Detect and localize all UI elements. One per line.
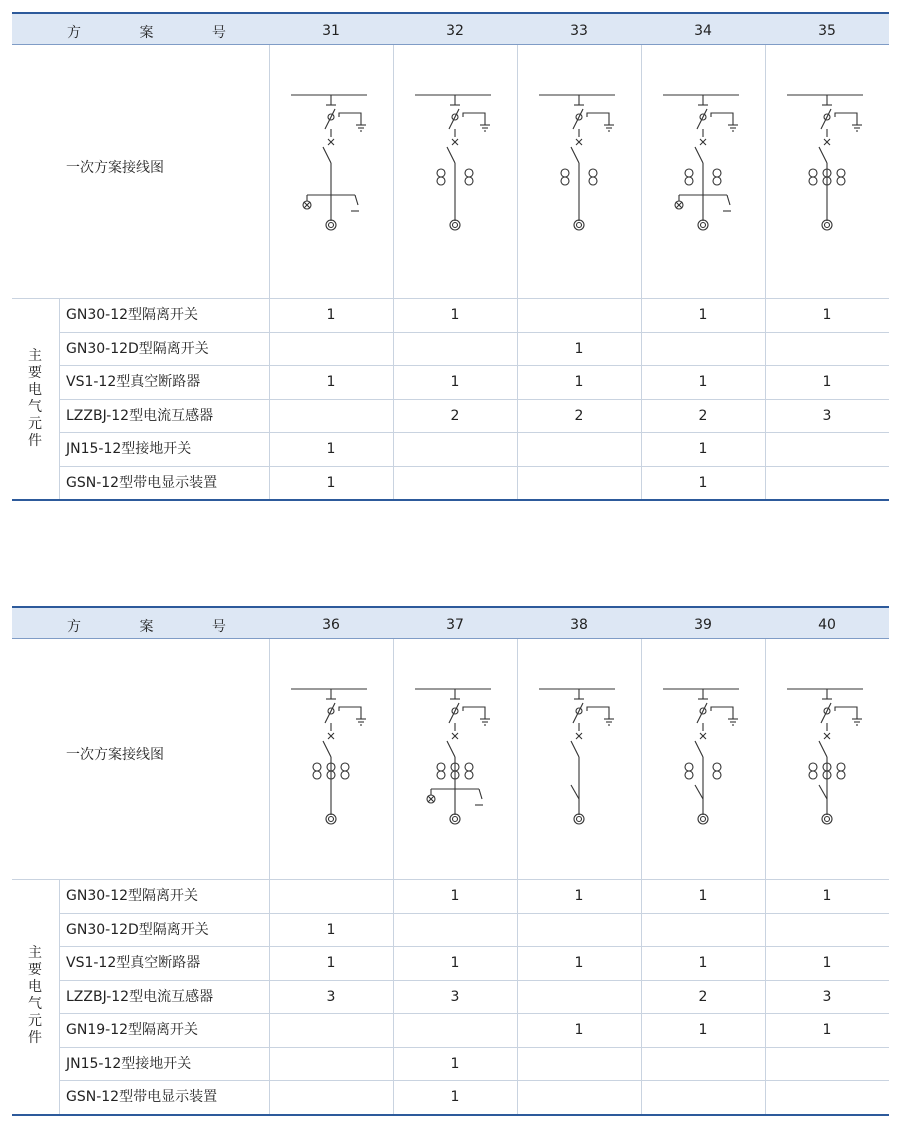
ct-coil-upper	[465, 763, 473, 771]
ct-coil-lower	[685, 177, 693, 185]
scheme-number: 35	[818, 23, 836, 39]
cable-terminal-inner	[453, 817, 458, 822]
wiring-diagram	[539, 87, 619, 237]
component-quantity: 1	[450, 1055, 460, 1072]
diagram-row-divider	[12, 879, 889, 880]
cable-terminal-outer	[574, 220, 584, 230]
component-quantity: 1	[574, 340, 584, 357]
row-divider	[59, 332, 889, 333]
group-label-char: 电	[28, 979, 42, 996]
group-label-char: 气	[28, 398, 42, 415]
ct-coil-lower	[313, 771, 321, 779]
cable-terminal-outer	[698, 814, 708, 824]
row-divider	[59, 1080, 889, 1081]
component-quantity: 1	[698, 441, 708, 457]
ct-coil-lower	[465, 177, 473, 185]
column-divider	[393, 639, 394, 1114]
component-quantity: 1	[326, 374, 336, 390]
column-divider	[269, 639, 270, 1114]
component-name: JN15-12型接地开关	[66, 1055, 192, 1072]
breaker-blade	[571, 741, 579, 757]
ct-coil-upper	[465, 169, 473, 177]
group-label-char: 元	[28, 1013, 42, 1030]
diagram-row-label: 一次方案接线图	[66, 159, 164, 176]
component-name: VS1-12型真空断路器	[66, 374, 201, 390]
interlock-line	[711, 707, 733, 719]
group-label-char: 气	[28, 996, 42, 1013]
cable-terminal-outer	[326, 220, 336, 230]
wiring-diagram	[291, 87, 371, 237]
wiring-diagram	[291, 681, 371, 831]
ct-coil-upper	[685, 169, 693, 177]
breaker-blade	[323, 741, 331, 757]
component-quantity: 2	[698, 988, 708, 1005]
interlock-line	[587, 707, 609, 719]
component-name: VS1-12型真空断路器	[66, 955, 201, 971]
scheme-number: 40	[818, 617, 836, 633]
component-quantity: 1	[698, 307, 708, 323]
scheme-number: 37	[446, 617, 464, 633]
ct-coil-upper	[713, 763, 721, 771]
ct-coil-lower	[561, 177, 569, 185]
component-group-label	[26, 348, 44, 450]
ct-coil-lower	[685, 771, 693, 779]
component-quantity: 1	[326, 474, 336, 491]
component-quantity: 1	[822, 888, 832, 904]
ct-coil-upper	[589, 169, 597, 177]
group-label-char: 要	[28, 962, 42, 979]
component-name: LZZBJ-12型电流互感器	[66, 988, 214, 1005]
cable-terminal-outer	[822, 814, 832, 824]
lower-switch-blade	[571, 785, 579, 799]
component-quantity: 1	[574, 888, 584, 904]
scheme-number: 38	[570, 617, 588, 633]
component-group-label	[26, 945, 44, 1047]
interlock-line	[835, 113, 857, 125]
scheme-table	[12, 12, 889, 499]
table-bottom-border	[12, 1114, 889, 1116]
ct-coil-lower	[809, 771, 817, 779]
component-quantity: 1	[450, 955, 460, 971]
wiring-diagram	[787, 87, 867, 237]
row-divider	[59, 432, 889, 433]
component-quantity: 1	[822, 307, 832, 323]
wiring-diagram	[539, 681, 619, 831]
scheme-number: 36	[322, 617, 340, 633]
row-divider	[59, 946, 889, 947]
component-quantity: 1	[698, 888, 708, 904]
component-quantity: 1	[574, 1022, 584, 1038]
row-divider	[59, 399, 889, 400]
ct-coil-lower	[713, 177, 721, 185]
component-quantity: 2	[450, 407, 460, 424]
component-quantity: 1	[822, 374, 832, 390]
component-quantity: 2	[574, 407, 584, 424]
interlock-line	[463, 707, 485, 719]
wiring-diagram	[663, 87, 743, 237]
component-quantity: 1	[698, 474, 708, 491]
cable-terminal-inner	[577, 817, 582, 822]
scheme-number: 33	[570, 23, 588, 39]
component-quantity: 1	[822, 1022, 832, 1038]
row-divider	[59, 980, 889, 981]
ct-coil-lower	[341, 771, 349, 779]
component-name: JN15-12型接地开关	[66, 441, 192, 457]
cable-terminal-outer	[450, 814, 460, 824]
table-bottom-border	[12, 499, 889, 501]
table-header-row	[12, 12, 889, 45]
component-quantity: 2	[698, 407, 708, 424]
breaker-blade	[323, 147, 331, 163]
scheme-number: 34	[694, 23, 712, 39]
earth-switch-blade	[355, 195, 358, 205]
cable-terminal-outer	[326, 814, 336, 824]
scheme-number: 32	[446, 23, 464, 39]
component-name: GSN-12型带电显示装置	[66, 474, 218, 491]
lower-switch-blade	[695, 785, 703, 799]
cable-terminal-inner	[701, 223, 706, 228]
scheme-number: 39	[694, 617, 712, 633]
interlock-line	[339, 707, 361, 719]
group-label-divider	[59, 879, 60, 1114]
ct-coil-upper	[437, 763, 445, 771]
ct-coil-upper	[837, 169, 845, 177]
row-divider	[59, 466, 889, 467]
component-quantity: 1	[822, 955, 832, 971]
lower-switch-blade	[819, 785, 827, 799]
group-label-char: 主	[28, 945, 42, 962]
cable-terminal-inner	[825, 817, 830, 822]
scheme-number-header-label: 方 案 号	[67, 619, 253, 635]
cable-terminal-inner	[577, 223, 582, 228]
breaker-blade	[447, 147, 455, 163]
component-quantity: 1	[450, 307, 460, 323]
ct-coil-upper	[685, 763, 693, 771]
scheme-number: 31	[322, 23, 340, 39]
breaker-blade	[695, 741, 703, 757]
component-quantity: 1	[450, 888, 460, 904]
component-quantity: 1	[574, 374, 584, 390]
ct-coil-upper	[313, 763, 321, 771]
component-name: GN30-12型隔离开关	[66, 888, 199, 904]
ct-coil-upper	[809, 763, 817, 771]
column-divider	[641, 45, 642, 499]
diagram-row-label: 一次方案接线图	[66, 747, 164, 763]
diagram-row-divider	[12, 298, 889, 299]
ct-coil-lower	[465, 771, 473, 779]
group-label-char: 电	[28, 381, 42, 398]
component-name: GN30-12D型隔离开关	[66, 340, 209, 357]
breaker-blade	[819, 741, 827, 757]
component-quantity: 3	[326, 988, 336, 1005]
breaker-blade	[819, 147, 827, 163]
ct-coil-lower	[837, 177, 845, 185]
cable-terminal-outer	[574, 814, 584, 824]
column-divider	[765, 45, 766, 499]
row-divider	[59, 1047, 889, 1048]
column-divider	[641, 639, 642, 1114]
cable-terminal-outer	[450, 220, 460, 230]
wiring-diagram	[415, 681, 495, 831]
ct-coil-lower	[809, 177, 817, 185]
component-quantity: 1	[698, 374, 708, 390]
column-divider	[269, 45, 270, 499]
ct-coil-upper	[713, 169, 721, 177]
component-quantity: 1	[698, 955, 708, 971]
row-divider	[59, 913, 889, 914]
cable-terminal-outer	[698, 220, 708, 230]
ct-coil-lower	[837, 771, 845, 779]
cable-terminal-inner	[825, 223, 830, 228]
group-label-char: 件	[28, 1030, 42, 1047]
group-label-char: 主	[28, 347, 42, 364]
component-quantity: 1	[326, 441, 336, 457]
ct-coil-upper	[437, 169, 445, 177]
breaker-blade	[571, 147, 579, 163]
column-divider	[517, 45, 518, 499]
component-name: GN30-12型隔离开关	[66, 307, 199, 323]
wiring-diagram	[787, 681, 867, 831]
scheme-table	[12, 606, 889, 1114]
column-divider	[765, 639, 766, 1114]
interlock-line	[463, 113, 485, 125]
interlock-line	[587, 113, 609, 125]
component-name: LZZBJ-12型电流互感器	[66, 407, 214, 424]
group-label-char: 件	[28, 432, 42, 449]
column-divider	[517, 639, 518, 1114]
ct-coil-lower	[589, 177, 597, 185]
component-quantity: 3	[822, 407, 832, 424]
scheme-number-header-label: 方 案 号	[67, 25, 253, 41]
ct-coil-upper	[837, 763, 845, 771]
wiring-diagram	[663, 681, 743, 831]
row-divider	[59, 365, 889, 366]
ct-coil-upper	[341, 763, 349, 771]
ct-coil-lower	[437, 771, 445, 779]
earth-switch-blade	[479, 789, 482, 799]
component-quantity: 1	[698, 1022, 708, 1038]
row-divider	[59, 1013, 889, 1014]
component-name: GSN-12型带电显示装置	[66, 1089, 218, 1105]
breaker-blade	[695, 147, 703, 163]
ct-coil-upper	[809, 169, 817, 177]
ct-coil-upper	[561, 169, 569, 177]
component-quantity: 3	[450, 988, 460, 1005]
cable-terminal-inner	[701, 817, 706, 822]
component-quantity: 3	[822, 988, 832, 1005]
column-divider	[393, 45, 394, 499]
component-quantity: 1	[326, 307, 336, 323]
component-quantity: 1	[450, 374, 460, 390]
breaker-blade	[447, 741, 455, 757]
cable-terminal-inner	[329, 223, 334, 228]
component-name: GN30-12D型隔离开关	[66, 921, 209, 938]
ct-coil-lower	[713, 771, 721, 779]
wiring-diagram	[415, 87, 495, 237]
cable-terminal-inner	[329, 817, 334, 822]
earth-switch-blade	[727, 195, 730, 205]
group-label-char: 元	[28, 415, 42, 432]
interlock-line	[711, 113, 733, 125]
group-label-char: 要	[28, 364, 42, 381]
table-header-row	[12, 606, 889, 639]
component-quantity: 1	[574, 955, 584, 971]
cable-terminal-inner	[453, 223, 458, 228]
component-quantity: 1	[326, 921, 336, 938]
component-name: GN19-12型隔离开关	[66, 1022, 199, 1038]
ct-coil-lower	[437, 177, 445, 185]
interlock-line	[835, 707, 857, 719]
component-quantity: 1	[450, 1089, 460, 1105]
cable-terminal-outer	[822, 220, 832, 230]
interlock-line	[339, 113, 361, 125]
component-quantity: 1	[326, 955, 336, 971]
